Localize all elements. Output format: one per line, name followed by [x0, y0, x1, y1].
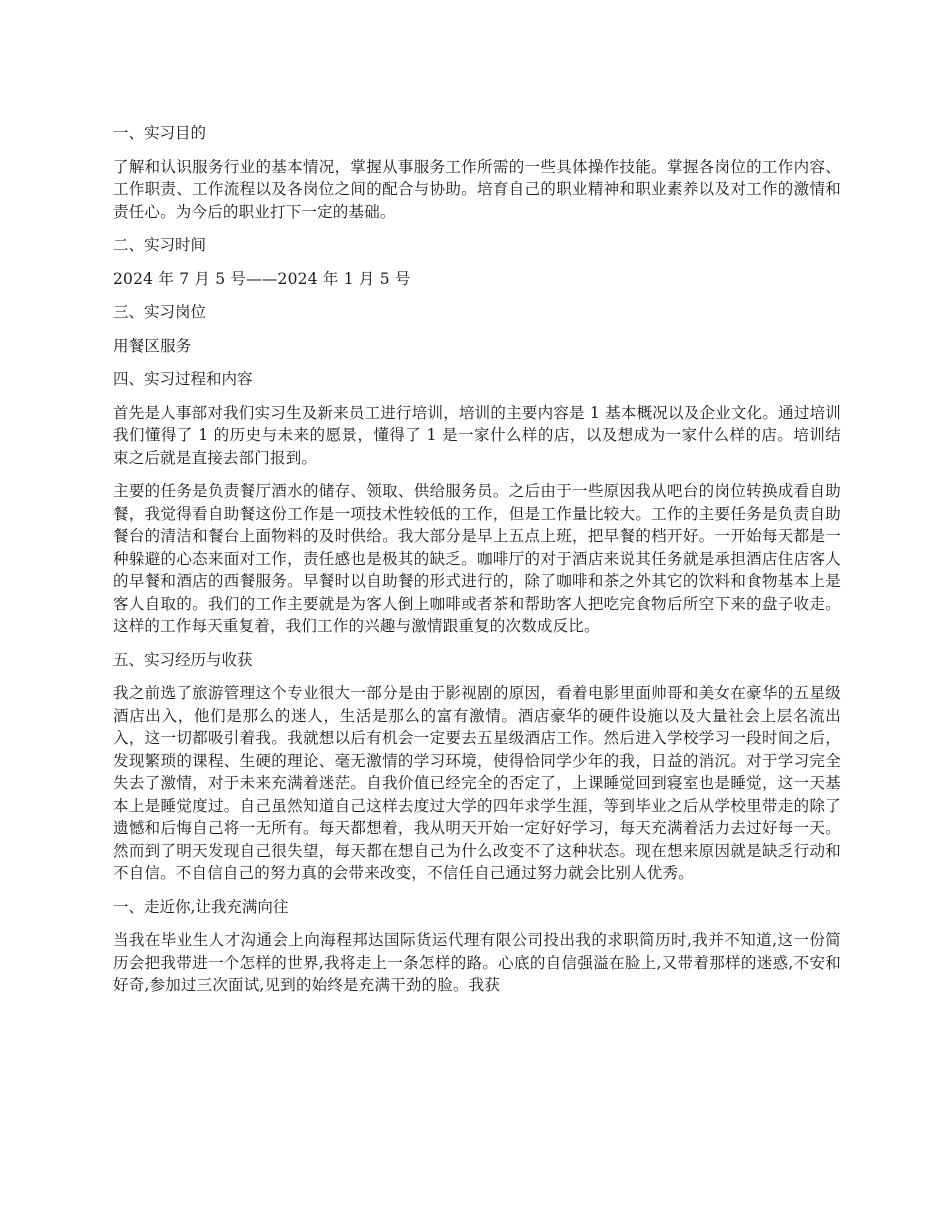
section-heading-process: 四、实习过程和内容 [113, 370, 253, 388]
paragraph-position: 用餐区服务 [113, 336, 192, 355]
section-heading-approach: 一、走近你,让我充满向往 [113, 897, 289, 916]
paragraph-training: 首先是人事部对我们实习生及新来员工进行培训，培训的主要内容是 1 基本概况以及企业文化。通过培训我们懂得了 1 的历史与未来的愿景，懂得了 1 是一家什么样的店，以及想成为一家什么样的店。培训结束之后就是直接去部门报到。 [113, 403, 841, 467]
section-heading-purpose: 一、实习目的 [113, 124, 207, 142]
section-heading-experience: 五、实习经历与收获 [113, 650, 253, 669]
paragraph-purpose: 了解和认识服务行业的基本情况，掌握从事服务工作所需的一些具体操作技能。掌握各岗位的工作内容、工作职责、工作流程以及各岗位之间的配合与协助。培育自己的职业精神和职业素养以及对工作的激情和责任心。为今后的职业打下一定的基础。 [113, 157, 841, 221]
section-heading-time: 二、实习时间 [113, 236, 207, 254]
section-heading-position: 三、实习岗位 [113, 303, 207, 321]
paragraph-experience: 我之前选了旅游管理这个专业很大一部分是由于影视剧的原因，看着电影里面帅哥和美女在豪华的五星级酒店出入，他们是那么的迷人，生活是那么的富有激情。酒店豪华的硬件设施以及大量社会上层名流出入，这一切都吸引着我。我就想以后有机会一定要去五星级酒店工作。然后进入学校学习一段时间之后，发现繁琐的课程、生硬的理论、毫无激情的学习环境，使得恰同学少年的我，日益的消沉。对于学习完全失去了激情，对于未来充满着迷茫。自我价值已经完全的否定了，上课睡觉回到寝室也是睡觉，这一天基本上是睡觉度过。自己虽然知道自己这样去度过大学的四年求学生涯，等到毕业之后从学校里带走的除了遗憾和后悔自己将一无所有。每天都想着，我从明天开始一定好好学习，每天充满着活力去过好每一天。然而到了明天发现自己很失望，每天都在想自己为什么改变不了这种状态。现在想来原因就是缺乏行动和不自信。不自信自己的努力真的会带来改变，不信任自己通过努力就会比别人优秀。 [113, 684, 841, 882]
document-page [113, 122, 841, 1008]
paragraph-time: 2024 年 7 月 5 号——2024 年 1 月 5 号 [113, 269, 411, 288]
paragraph-tasks: 主要的任务是负责餐厅酒水的储存、领取、供给服务员。之后由于一些原因我从吧台的岗位转换成看自助餐，我觉得看自助餐这份工作是一项技术性较低的工作，但是工作量比较大。工作的主要任务是负责自助餐台的清洁和餐台上面物料的及时供给。我大部分是早上五点上班，把早餐的档开好。一开始每天都是一种躲避的心态来面对工作，责任感也是极其的缺乏。咖啡厅的对于酒店来说其任务就是承担酒店住店客人的早餐和酒店的西餐服务。早餐时以自助餐的形式进行的，除了咖啡和茶之外其它的饮料和食物基本上是客人自取的。我们的工作主要就是为客人倒上咖啡或者茶和帮助客人把吃完食物后所空下来的盘子收走。这样的工作每天重复着，我们工作的兴趣与激情跟重复的次数成反比。 [113, 482, 841, 635]
paragraph-approach: 当我在毕业生人才沟通会上向海程邦达国际货运代理有限公司投出我的求职简历时,我并不知道,这一份简历会把我带进一个怎样的世界,我将走上一条怎样的路。心底的自信强溢在脸上,又带着那样的迷惑,不安和好奇,参加过三次面试,见到的始终是充满干劲的脸。我获 [113, 931, 841, 994]
